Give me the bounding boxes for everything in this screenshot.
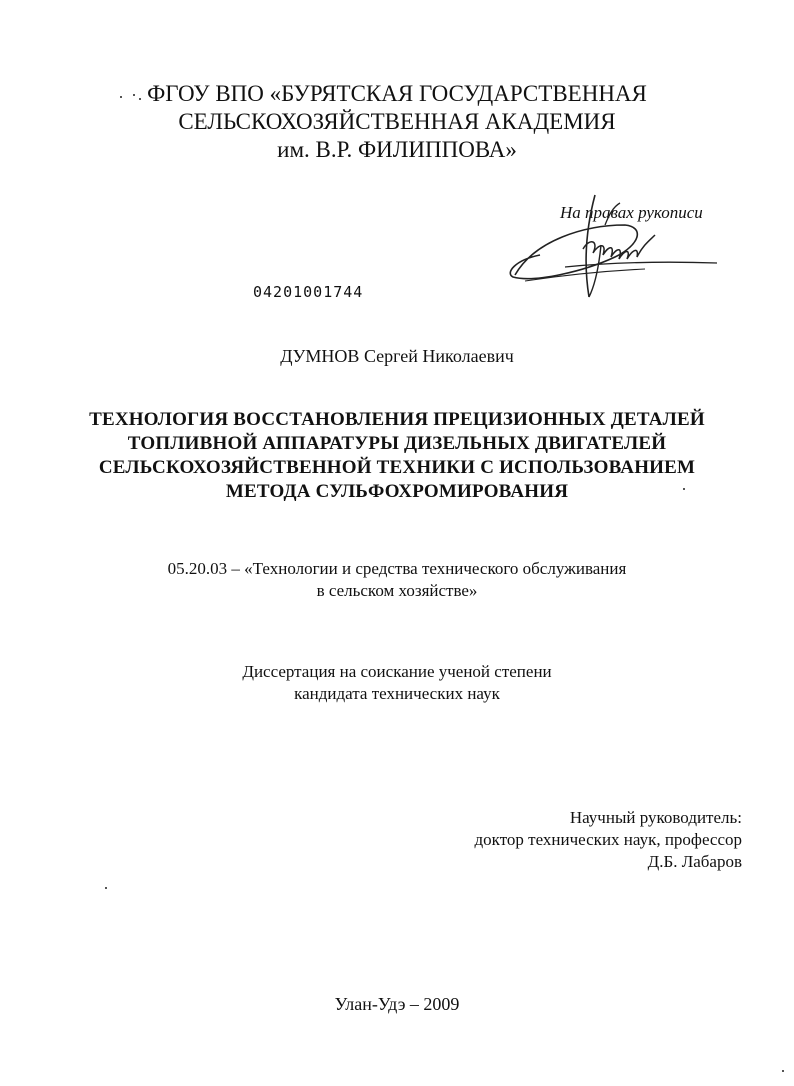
scan-speck bbox=[105, 887, 107, 889]
title-line-1: ТЕХНОЛОГИЯ ВОССТАНОВЛЕНИЯ ПРЕЦИЗИОННЫХ ДЕТАЛЕЙ bbox=[89, 409, 705, 430]
advisor-name: Д.Б. Лабаров bbox=[647, 852, 742, 871]
title-line-4: МЕТОДА СУЛЬФОХРОМИРОВАНИЯ bbox=[225, 481, 569, 502]
specialty-line-2: в сельском хозяйстве» bbox=[316, 581, 478, 600]
registration-number: 04201001744 bbox=[253, 283, 364, 301]
advisor-credentials: доктор технических наук, профессор bbox=[474, 830, 742, 849]
title-line-2: ТОПЛИВНОЙ АППАРАТУРЫ ДИЗЕЛЬНЫХ ДВИГАТЕЛЕЙ bbox=[127, 433, 667, 454]
specialty-line-1: 05.20.03 – «Технологии и средства технического обслуживания bbox=[167, 559, 627, 578]
institution-header bbox=[0, 80, 794, 164]
degree-line-2: кандидата технических наук bbox=[294, 684, 500, 703]
institution-line-3: им. В.Р. ФИЛИППОВА» bbox=[277, 137, 517, 162]
signature bbox=[495, 185, 735, 305]
city-year: Улан-Удэ – 2009 bbox=[334, 994, 460, 1014]
institution-line-1: ФГОУ ВПО «БУРЯТСКАЯ ГОСУДАРСТВЕННАЯ bbox=[147, 81, 647, 106]
scan-speck bbox=[782, 1070, 784, 1072]
dissertation-title bbox=[0, 408, 794, 504]
advisor-block bbox=[475, 807, 742, 873]
specialty bbox=[0, 558, 794, 602]
institution-line-2: СЕЛЬСКОХОЗЯЙСТВЕННАЯ АКАДЕМИЯ bbox=[178, 109, 616, 134]
author-name: ДУМНОВ Сергей Николаевич bbox=[280, 346, 514, 366]
advisor-label: Научный руководитель: bbox=[569, 808, 742, 827]
degree-line-1: Диссертация на соискание ученой степени bbox=[242, 662, 552, 681]
manuscript-note: На правах рукописи bbox=[560, 203, 703, 222]
degree bbox=[0, 661, 794, 705]
title-line-3: СЕЛЬСКОХОЗЯЙСТВЕННОЙ ТЕХНИКИ С ИСПОЛЬЗОВАНИЕМ bbox=[98, 457, 696, 478]
